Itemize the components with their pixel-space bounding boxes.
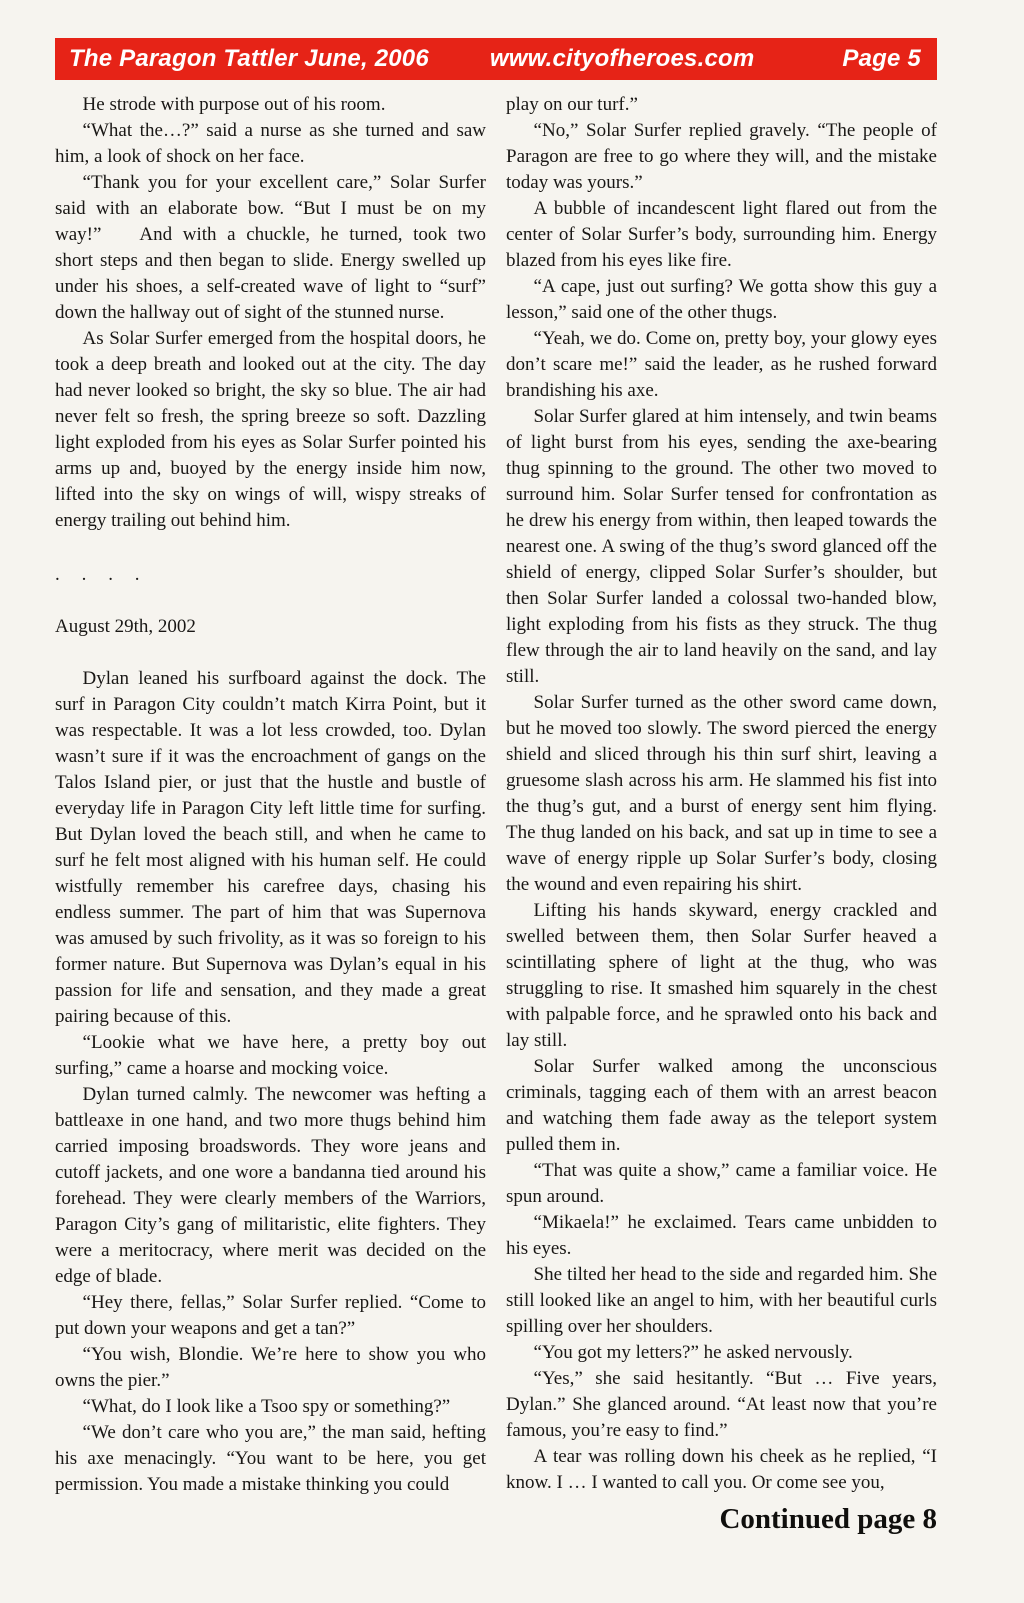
paragraph: “That was quite a show,” came a familiar voice. He spun around.	[506, 1160, 937, 1207]
paragraph: Dylan turned calmly. The newcomer was hefting a battleaxe in one hand, and two more thugs behind him carried imposing broadswords. They wore jeans and cutoff jackets, and one wore a bandanna tied around his forehead. They were clearly members of the Warriors, Paragon City’s gang of militaristic, elite fighters. They were a meritocracy, where merit was decided on the edge of blade.	[55, 1084, 486, 1287]
section-separator: . . . .	[55, 564, 149, 585]
paragraph: Solar Surfer glared at him intensely, and twin beams of light burst from his eyes, sending the axe-bearing thug spinning to the ground. The other two moved to surround him. Solar Surfer tensed for confrontation as he drew his energy from within, then leaped towards the nearest one. A swing of the thug’s sword glanced off the shield of energy, clipped Solar Surfer’s shoulder, but then Solar Surfer landed a colossal two-handed blow, light exploding from his fists as they struck. The thug flew through the air to land heavily on the sand, and lay still.	[506, 406, 937, 687]
paragraph: “Lookie what we have here, a pretty boy out surfing,” came a hoarse and mocking voice.	[55, 1032, 486, 1079]
paragraph: “Mikaela!” he exclaimed. Tears came unbidden to his eyes.	[506, 1212, 937, 1259]
left-column	[55, 92, 486, 1536]
paragraph: As Solar Surfer emerged from the hospital doors, he took a deep breath and looked out at the city. The day had never looked so bright, the sky so blue. The air had never felt so fresh, the spring breeze so soft. Dazzling light exploded from his eyes as Solar Surfer pointed his arms up and, buoyed by the energy inside him now, lifted into the sky on wings of will, wispy streaks of energy trailing out behind him.	[55, 328, 486, 531]
paragraph: “No,” Solar Surfer replied gravely. “The people of Paragon are free to go where they will, and the mistake today was yours.”	[506, 120, 937, 193]
article-body	[55, 92, 937, 1536]
paragraph-continuation: play on our turf.”	[506, 94, 638, 115]
paragraph: Dylan leaned his surfboard against the dock. The surf in Paragon City couldn’t match Kirra Point, but it was respectable. It was a lot less crowded, too. Dylan wasn’t sure if it was the encroachment of gangs on the Talos Island pier, or just that the hustle and bustle of everyday life in Paragon City left little time for surfing. But Dylan loved the beach still, and when he came to surf he felt most aligned with his human self. He could wistfully remember his carefree days, chasing his endless summer. The part of him that was Supernova was amused by such frivolity, as it was so foreign to his former nature. But Supernova was Dylan’s equal in his passion for life and sensation, and they made a great pairing because of this.	[55, 668, 486, 1027]
paragraph: “Yes,” she said hesitantly. “But … Five years, Dylan.” She glanced around. “At least now that you’re famous, you’re easy to find.”	[506, 1368, 937, 1441]
paragraph: He strode with purpose out of his room.	[82, 94, 386, 115]
paragraph: “What the…?” said a nurse as she turned and saw him, a look of shock on her face.	[55, 120, 486, 167]
page-header	[55, 38, 937, 80]
paragraph: Solar Surfer walked among the unconscious criminals, tagging each of them with an arrest beacon and watching them fade away as the teleport system pulled them in.	[506, 1056, 937, 1155]
continued-notice: Continued page 8	[719, 1503, 937, 1535]
paragraph: “You wish, Blondie. We’re here to show you who owns the pier.”	[55, 1344, 486, 1391]
paragraph: “A cape, just out surfing? We gotta show this guy a lesson,” said one of the other thugs.	[506, 276, 937, 323]
page-number: Page 5	[842, 45, 921, 72]
publication-title: The Paragon Tattler June, 2006	[69, 45, 429, 72]
website-url: www.cityofheroes.com	[489, 45, 755, 72]
paragraph: “What, do I look like a Tsoo spy or something?”	[82, 1396, 451, 1417]
paragraph: “Thank you for your excellent care,” Solar Surfer said with an elaborate bow. “But I must be on my way!” And with a chuckle, he turned, took two short steps and then began to slide. Energy swelled up under his shoes, a self-created wave of light to “surf” down the hallway out of sight of the stunned nurse.	[55, 172, 486, 323]
paragraph: “We don’t care who you are,” the man said, hefting his axe menacingly. “You want to be here, you get permission. You made a mistake thinking you could	[55, 1422, 486, 1495]
date-heading: August 29th, 2002	[55, 616, 196, 637]
paragraph: “Hey there, fellas,” Solar Surfer replied. “Come to put down your weapons and get a tan?”	[55, 1292, 486, 1339]
paragraph: A bubble of incandescent light flared out from the center of Solar Surfer’s body, surrounding him. Energy blazed from his eyes like fire.	[506, 198, 937, 271]
paragraph: Solar Surfer turned as the other sword came down, but he moved too slowly. The sword pierced the energy shield and sliced through his thin surf shirt, leaving a gruesome slash across his arm. He slammed his fist into the thug’s gut, and a burst of energy sent him flying. The thug landed on his back, and sat up in time to see a wave of energy ripple up Solar Surfer’s body, closing the wound and even repairing his shirt.	[506, 692, 937, 895]
right-column	[506, 92, 937, 1536]
paragraph: Lifting his hands skyward, energy crackled and swelled between them, then Solar Surfer heaved a scintillating sphere of light at the thug, who was struggling to rise. It smashed him squarely in the chest with palpable force, and he sprawled onto his back and lay still.	[506, 900, 937, 1051]
paragraph: “You got my letters?” he asked nervously.	[533, 1342, 853, 1363]
paragraph: A tear was rolling down his cheek as he replied, “I know. I … I wanted to call you. Or come see you,	[506, 1446, 937, 1493]
paragraph: She tilted her head to the side and regarded him. She still looked like an angel to him, with her beautiful curls spilling over her shoulders.	[506, 1264, 937, 1337]
paragraph: “Yeah, we do. Come on, pretty boy, your glowy eyes don’t scare me!” said the leader, as he rushed forward brandishing his axe.	[506, 328, 937, 401]
